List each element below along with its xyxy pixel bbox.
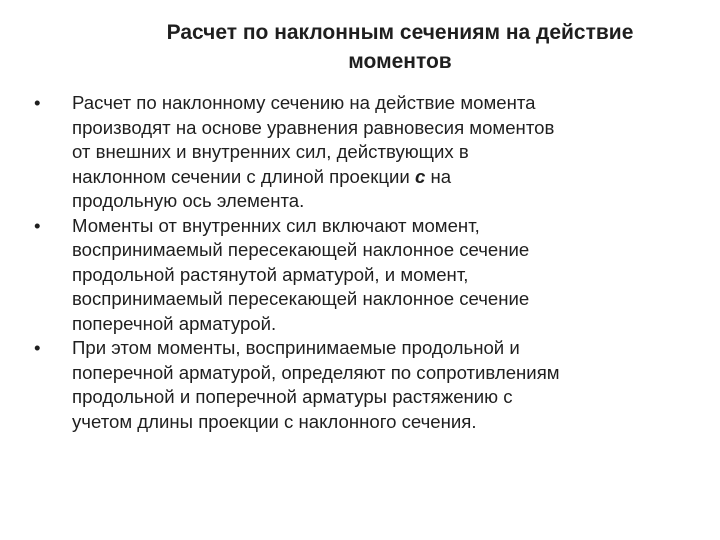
bullet-1-line-4-end: на xyxy=(425,165,452,187)
bullet-1-line-3: от внешних и внутренних сил, действующих в xyxy=(72,141,469,162)
bullet-3-line-3: продольной и поперечной арматуры растяжению с xyxy=(72,386,513,407)
bullet-2-line-3: продольной растянутой арматурой, и момент, xyxy=(72,263,469,285)
title-line-1: Расчет по наклонным сечениям на действие xyxy=(166,21,634,44)
bullet-1-line-4-start: наклонном сечении с длиной проекции xyxy=(72,165,415,187)
bullet-2-line-5: поперечной арматурой. xyxy=(72,312,277,334)
projection-symbol: с xyxy=(414,165,426,187)
bullet-list xyxy=(34,91,694,434)
bullet-2-line-1: Моменты от внутренних сил включают момент, xyxy=(72,214,480,236)
bullet-item-1 xyxy=(34,91,694,214)
bullet-marker: • xyxy=(34,337,41,358)
bullet-1-line-4 xyxy=(72,165,694,190)
bullet-marker: • xyxy=(34,92,41,113)
bullet-3-line-1: При этом моменты, воспринимаемые продольной и xyxy=(72,337,520,358)
bullet-1-line-5: продольную ось элемента. xyxy=(72,190,305,211)
bullet-3-line-4: учетом длины проекции с наклонного сечения. xyxy=(72,410,477,432)
bullet-2-line-2: воспринимаемый пересекающей наклонное сечение xyxy=(72,239,530,260)
bullet-item-3 xyxy=(34,336,694,434)
slide-title xyxy=(40,18,720,76)
bullet-1-line-1: Расчет по наклонному сечению на действие момента xyxy=(72,92,536,113)
bullet-item-2 xyxy=(34,214,694,337)
bullet-3-line-2: поперечной арматурой, определяют по сопротивлениям xyxy=(72,361,560,383)
bullet-marker: • xyxy=(34,214,41,236)
bullet-2-line-4: воспринимаемый пересекающей наклонное сечение xyxy=(72,288,530,309)
bullet-1-line-2: производят на основе уравнения равновесия моментов xyxy=(72,116,555,138)
title-line-2: моментов xyxy=(348,50,452,73)
